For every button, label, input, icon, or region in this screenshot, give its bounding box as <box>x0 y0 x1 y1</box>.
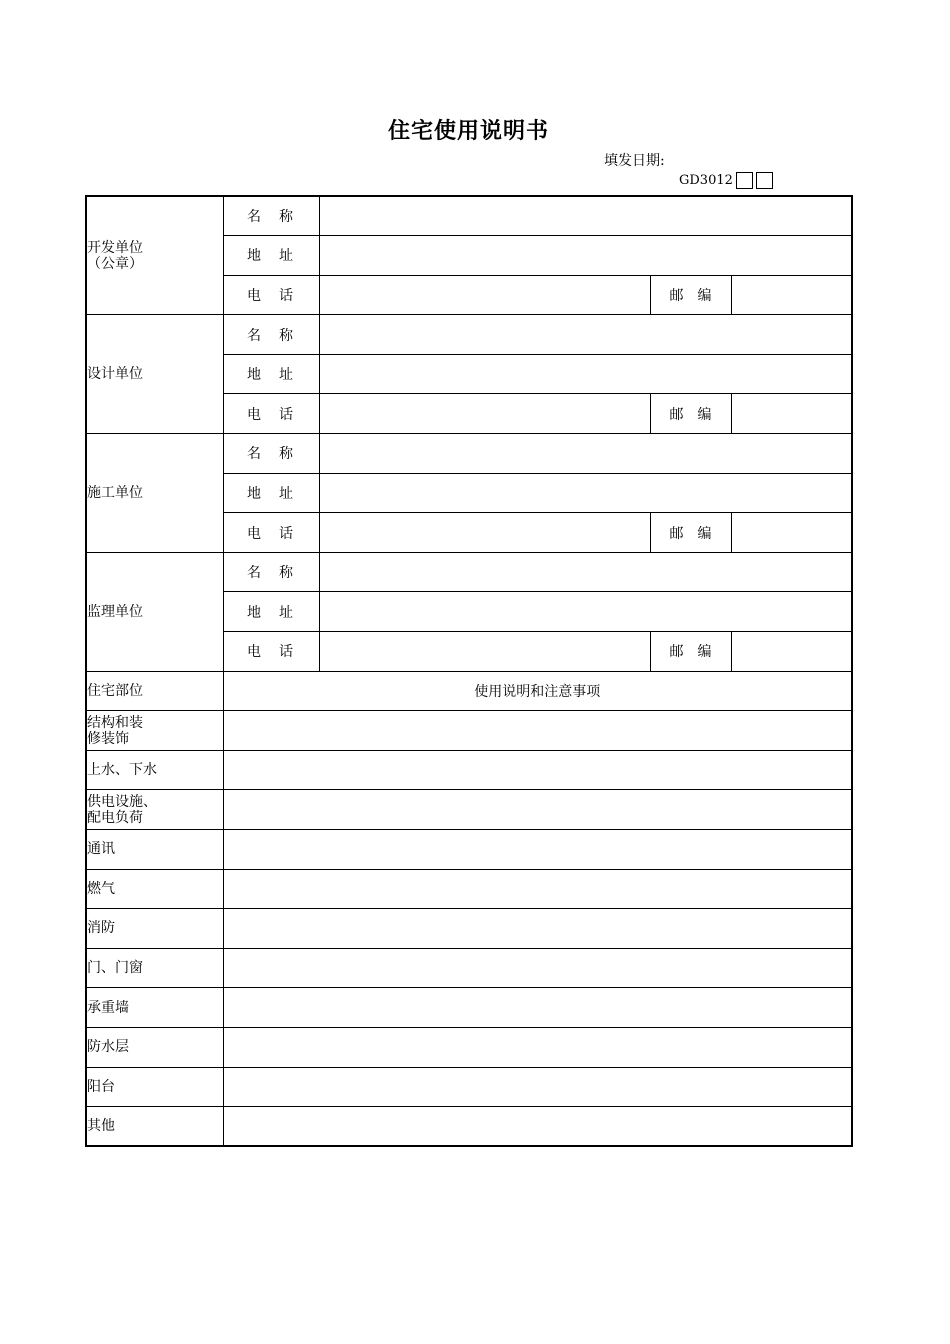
name-field[interactable] <box>319 434 852 474</box>
phone-label: 电 话 <box>223 394 319 434</box>
part-label-line1: 供电设施、 <box>87 793 157 810</box>
part-label-line1: 上水、下水 <box>87 762 157 779</box>
part-label <box>86 1067 223 1107</box>
unit-label-line1: 监理单位 <box>87 603 143 620</box>
unit-label <box>86 196 223 315</box>
part-label <box>86 948 223 988</box>
phone-label: 电 话 <box>223 275 319 315</box>
postcode-label: 邮 编 <box>650 632 731 672</box>
postcode-field[interactable] <box>731 275 852 315</box>
part-label <box>86 830 223 870</box>
address-field[interactable] <box>319 236 852 276</box>
unit-label-line1: 设计单位 <box>87 366 143 383</box>
part-label <box>86 790 223 830</box>
part-label-line1: 阳台 <box>87 1078 115 1095</box>
part-notes-field[interactable] <box>223 988 852 1028</box>
postcode-field[interactable] <box>731 394 852 434</box>
postcode-label: 邮 编 <box>650 394 731 434</box>
phone-label: 电 话 <box>223 513 319 553</box>
unit-label-line1: 施工单位 <box>87 484 143 501</box>
part-row <box>86 988 852 1028</box>
phone-field[interactable] <box>319 632 650 672</box>
part-label <box>86 869 223 909</box>
part-row <box>86 750 852 790</box>
part-label-line1: 通讯 <box>87 841 115 858</box>
postcode-field[interactable] <box>731 632 852 672</box>
code-box-2[interactable] <box>756 172 773 189</box>
unit-row-name <box>86 315 852 355</box>
unit-label <box>86 315 223 434</box>
address-label: 地 址 <box>223 592 319 632</box>
phone-field[interactable] <box>319 275 650 315</box>
address-field[interactable] <box>319 354 852 394</box>
part-notes-field[interactable] <box>223 790 852 830</box>
part-notes-field[interactable] <box>223 1027 852 1067</box>
part-label <box>86 1107 223 1147</box>
part-row <box>86 909 852 949</box>
postcode-label: 邮 编 <box>650 513 731 553</box>
part-row <box>86 869 852 909</box>
form-code <box>679 170 773 190</box>
usage-header-row <box>86 671 852 711</box>
name-label: 名 称 <box>223 434 319 474</box>
part-notes-field[interactable] <box>223 750 852 790</box>
part-notes-field[interactable] <box>223 909 852 949</box>
unit-label-line1: 开发单位 <box>87 239 143 256</box>
fill-date-label: 填发日期: <box>604 153 665 169</box>
part-label-line2: 修装饰 <box>87 730 129 747</box>
address-field[interactable] <box>319 473 852 513</box>
unit-label <box>86 552 223 671</box>
part-label-line2: 配电负荷 <box>87 809 143 826</box>
part-notes-field[interactable] <box>223 1107 852 1147</box>
name-field[interactable] <box>319 196 852 236</box>
part-notes-field[interactable] <box>223 830 852 870</box>
phone-field[interactable] <box>319 394 650 434</box>
unit-row-name <box>86 552 852 592</box>
address-field[interactable] <box>319 592 852 632</box>
address-label: 地 址 <box>223 236 319 276</box>
part-row <box>86 830 852 870</box>
notes-header: 使用说明和注意事项 <box>223 671 852 711</box>
part-row <box>86 1027 852 1067</box>
phone-label: 电 话 <box>223 632 319 672</box>
part-row <box>86 1067 852 1107</box>
part-header: 住宅部位 <box>86 671 223 711</box>
unit-row-name <box>86 196 852 236</box>
form-code-text: GD3012 <box>679 172 733 188</box>
unit-label <box>86 434 223 553</box>
part-row <box>86 948 852 988</box>
page-title: 住宅使用说明书 <box>387 119 549 144</box>
code-box-1[interactable] <box>736 172 753 189</box>
name-label: 名 称 <box>223 315 319 355</box>
part-row <box>86 711 852 751</box>
part-label-line1: 承重墙 <box>87 999 129 1016</box>
part-label <box>86 1027 223 1067</box>
part-label <box>86 988 223 1028</box>
part-label <box>86 909 223 949</box>
part-label-line1: 结构和装 <box>87 714 143 731</box>
part-notes-field[interactable] <box>223 948 852 988</box>
name-field[interactable] <box>319 315 852 355</box>
postcode-field[interactable] <box>731 513 852 553</box>
name-label: 名 称 <box>223 552 319 592</box>
address-label: 地 址 <box>223 473 319 513</box>
name-label: 名 称 <box>223 196 319 236</box>
usage-form-table <box>85 195 853 1147</box>
unit-row-name <box>86 434 852 474</box>
phone-field[interactable] <box>319 513 650 553</box>
part-label-line1: 消防 <box>87 920 115 937</box>
part-notes-field[interactable] <box>223 1067 852 1107</box>
part-label-line1: 其他 <box>87 1118 115 1135</box>
part-label-line1: 门、门窗 <box>87 960 143 977</box>
part-notes-field[interactable] <box>223 869 852 909</box>
part-label <box>86 711 223 751</box>
part-row <box>86 1107 852 1147</box>
part-label <box>86 750 223 790</box>
name-field[interactable] <box>319 552 852 592</box>
address-label: 地 址 <box>223 354 319 394</box>
part-notes-field[interactable] <box>223 711 852 751</box>
postcode-label: 邮 编 <box>650 275 731 315</box>
part-label-line1: 防水层 <box>87 1039 129 1056</box>
unit-label-line2: （公章） <box>87 255 143 272</box>
part-row <box>86 790 852 830</box>
part-label-line1: 燃气 <box>87 880 115 897</box>
